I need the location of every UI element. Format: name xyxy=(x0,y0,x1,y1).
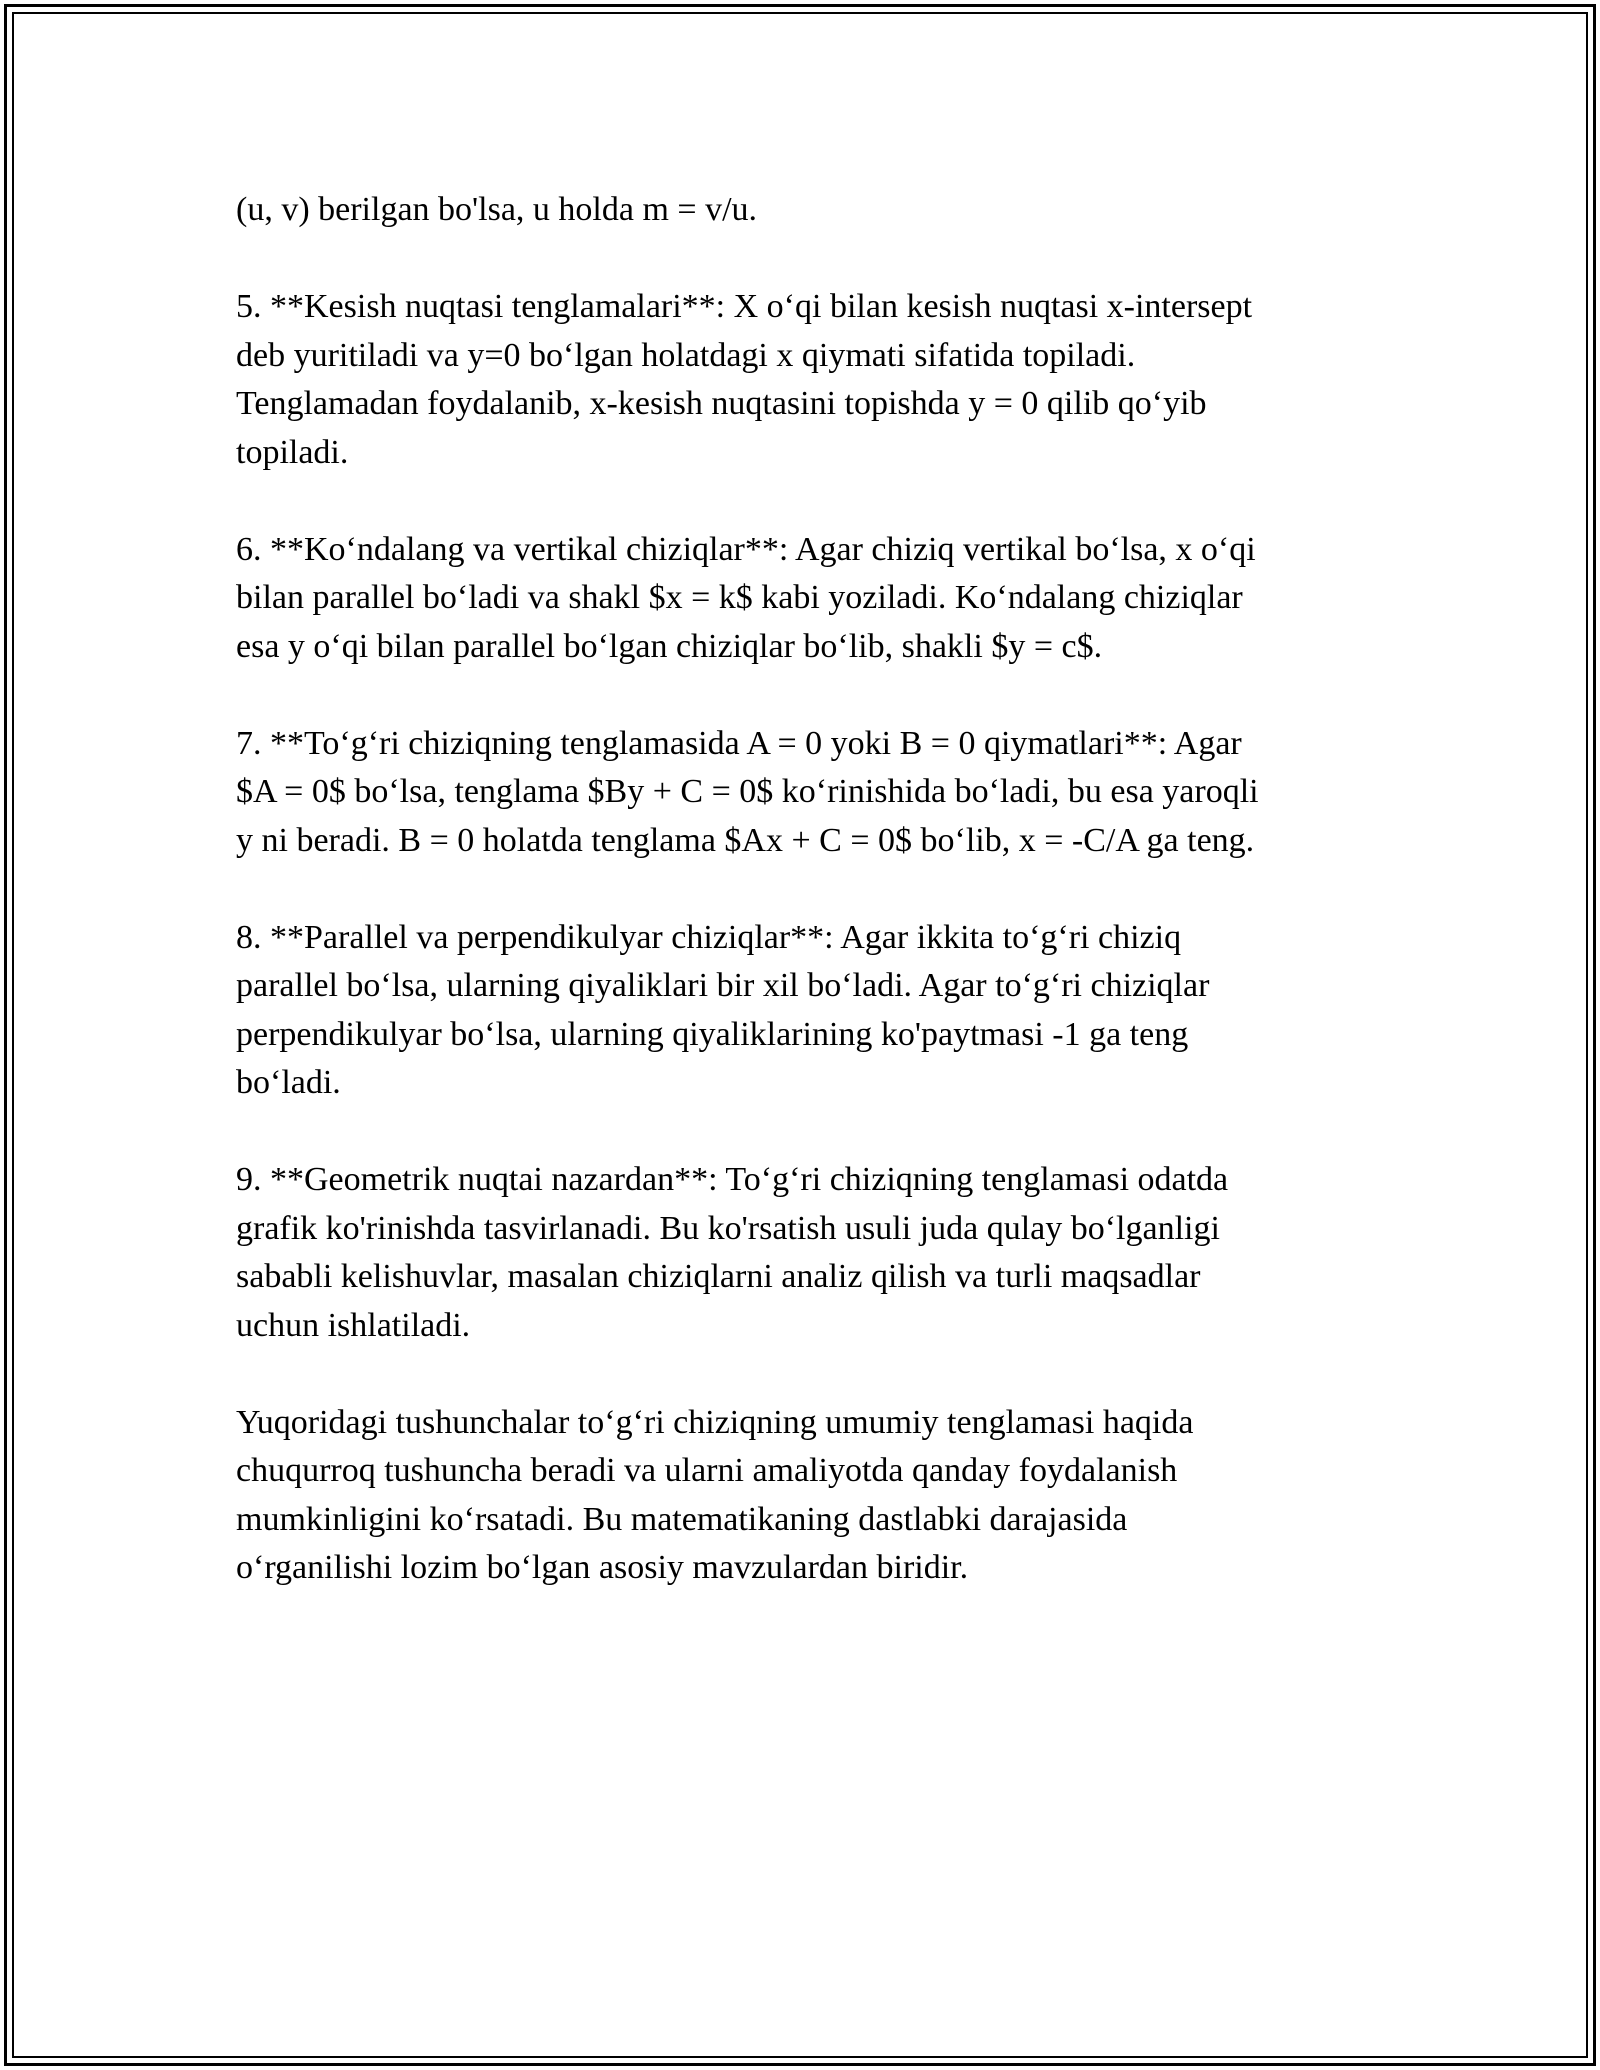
paragraph-intersection-equations: 5. **Kesish nuqtasi tenglamalari**: X o‘qi bilan kesish nuqtasi x-intersept deb yuritiladi va y=0 bo‘lgan holatdagi x qiymati sifatida topiladi. Tenglamadan foydalanib, x-kesish nuqtasini topishda y = 0 qilib qo‘yib topiladi. xyxy=(236,288,1253,471)
paragraph-horizontal-vertical-lines: 6. **Ko‘ndalang va vertikal chiziqlar**: Agar chiziq vertikal bo‘lsa, x o‘qi bilan parallel bo‘ladi va shakl $x = k$ kabi yoziladi. Ko‘ndalang chiziqlar esa y o‘qi bilan parallel bo‘lgan chiziqlar bo‘lib, shakli $y = c$. xyxy=(236,530,1256,665)
document-body xyxy=(236,186,1366,1641)
paragraph-zero-coefficients: 7. **To‘g‘ri chiziqning tenglamasida A = 0 yoki B = 0 qiymatlari**: Agar $A = 0$ bo‘lsa, tenglama $By + C = 0$ ko‘rinishida bo‘ladi, bu esa yaroqli y ni beradi. B = 0 holatda tenglama $Ax + C = 0$ bo‘lib, x = -C/A ga teng. xyxy=(236,724,1259,859)
paragraph-parallel-perpendicular: 8. **Parallel va perpendikulyar chiziqlar**: Agar ikkita to‘g‘ri chiziq parallel bo‘lsa, ularning qiyaliklari bir xil bo‘ladi. Agar to‘g‘ri chiziqlar perpendikulyar bo‘lsa, ularning qiyaliklarining ko'paytmasi -1 ga teng bo‘ladi. xyxy=(236,918,1210,1101)
paragraph-slope-intro: (u, v) berilgan bo'lsa, u holda m = v/u. xyxy=(236,191,758,228)
paragraph-conclusion: Yuqoridagi tushunchalar to‘g‘ri chiziqning umumiy tenglamasi haqida chuqurroq tushuncha beradi va ularni amaliyotda qanday foydalanish mumkinligini ko‘rsatadi. Bu matematikaning dastlabki darajasida o‘rganilishi lozim bo‘lgan asosiy mavzulardan biridir. xyxy=(236,1403,1194,1586)
paragraph-geometric-view: 9. **Geometrik nuqtai nazardan**: To‘g‘ri chiziqning tenglamasi odatda grafik ko'rinishda tasvirlanadi. Bu ko'rsatish usuli juda qulay bo‘lganligi sababli kelishuvlar, masalan chiziqlarni analiz qilish va turli maqsadlar uchun ishlatiladi. xyxy=(236,1161,1229,1344)
